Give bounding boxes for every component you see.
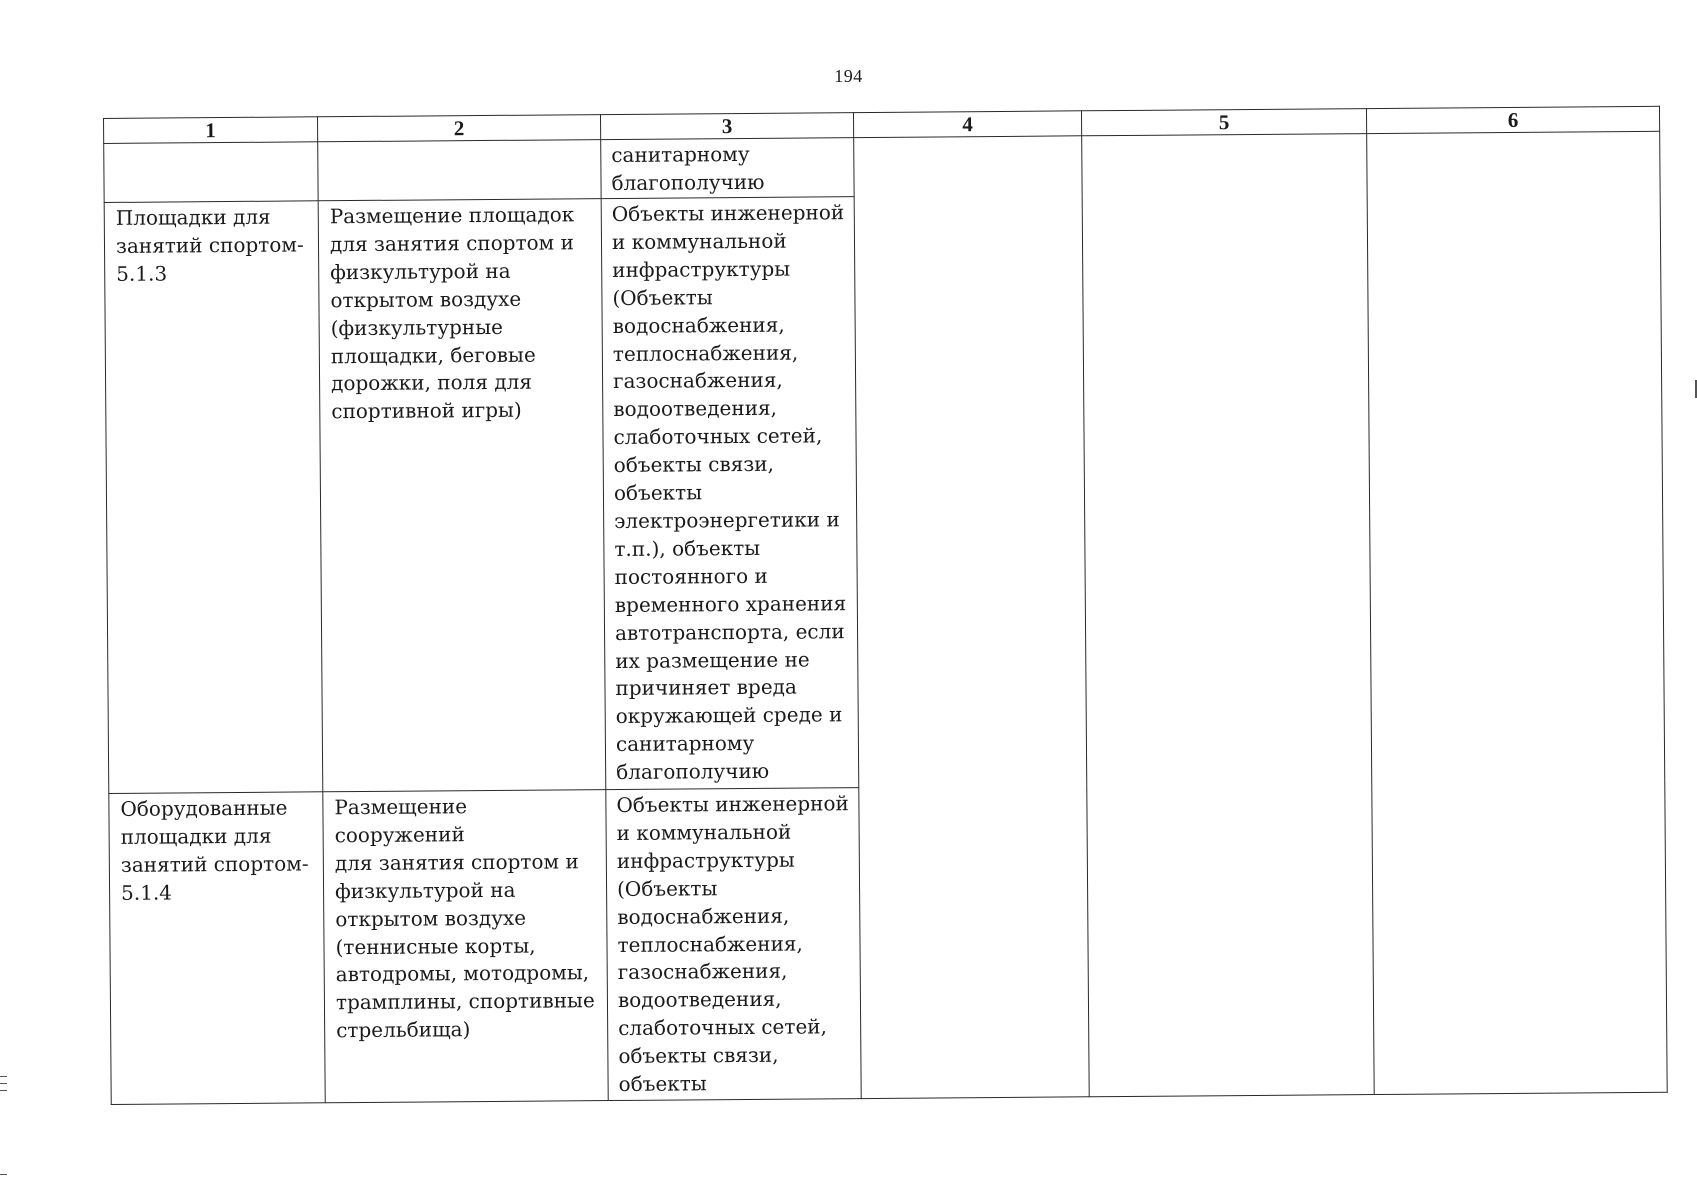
row-0-description-cell: [318, 140, 601, 201]
row-2-land-use-type-cell: [109, 792, 325, 1105]
column-header-2: 2: [317, 115, 600, 142]
column-header-6: 6: [1366, 106, 1659, 133]
column-header-5: 5: [1081, 109, 1366, 136]
row-2-description-cell: [323, 790, 608, 1103]
column-5-merged-cell: [1082, 134, 1375, 1097]
row-1-land-use-type: Площадки для занятий спортом- 5.1.3: [115, 204, 304, 286]
page-number: 194: [834, 66, 863, 86]
binding-edge-mark: [0, 1076, 7, 1077]
binding-edge-mark: [0, 1090, 7, 1091]
row-1-description-cell: [318, 199, 606, 792]
row-2-description: Размещение сооружений для занятия спортом и физкультурой на открытом воздухе (теннисные корты, автодромы, мотодромы, трамплины, спортивные стрельбища): [334, 794, 595, 1043]
row-1-land-use-type-cell: [104, 201, 323, 794]
column-header-1: 1: [104, 117, 318, 144]
column-4-merged-cell: [854, 136, 1090, 1099]
land-use-table: [103, 106, 1668, 1105]
binding-edge-mark: [0, 1174, 7, 1175]
row-2-auxiliary-use: Объекты инженерной и коммунальной инфраструктуры (Объекты водоснабжения, теплоснабжения, газоснабжения, водоотведения, слаботочных сетей, объекты связи, объекты: [616, 791, 849, 1097]
row-0-auxiliary-use: санитарному благополучию: [611, 141, 765, 195]
column-6-merged-cell: [1367, 131, 1668, 1094]
row-2-land-use-type: Оборудованные площадки для занятий спортом- 5.1.4: [120, 795, 309, 905]
column-header-4: 4: [853, 111, 1081, 138]
row-2-auxiliary-use-cell: [606, 788, 861, 1101]
row-0-land-use-type-cell: [104, 142, 318, 203]
row-0-auxiliary-use-cell: [601, 138, 854, 199]
row-0-description: [318, 140, 600, 144]
binding-edge-mark: [0, 1083, 7, 1084]
row-1-auxiliary-use-cell: [601, 197, 859, 790]
row-1-auxiliary-use: Объекты инженерной и коммунальной инфраструктуры (Объекты водоснабжения, теплоснабжения, газоснабжения, водоотведения, слаботочных сетей, объекты связи, объекты электроэнергетики и т.п.), объекты постоянного и временного хранения автотранспорта, если их размещение не причиняет вреда окружающей среде и санитарному благополучию: [611, 200, 847, 785]
column-header-3: 3: [600, 113, 853, 140]
row-1-description: Размещение площадок для занятия спортом и физкультурой на открытом воздухе (физкультурные площадки, беговые дорожки, поля для спортивной игры): [329, 202, 575, 424]
table-row: [104, 131, 1660, 202]
row-0-land-use-type: [104, 142, 317, 146]
